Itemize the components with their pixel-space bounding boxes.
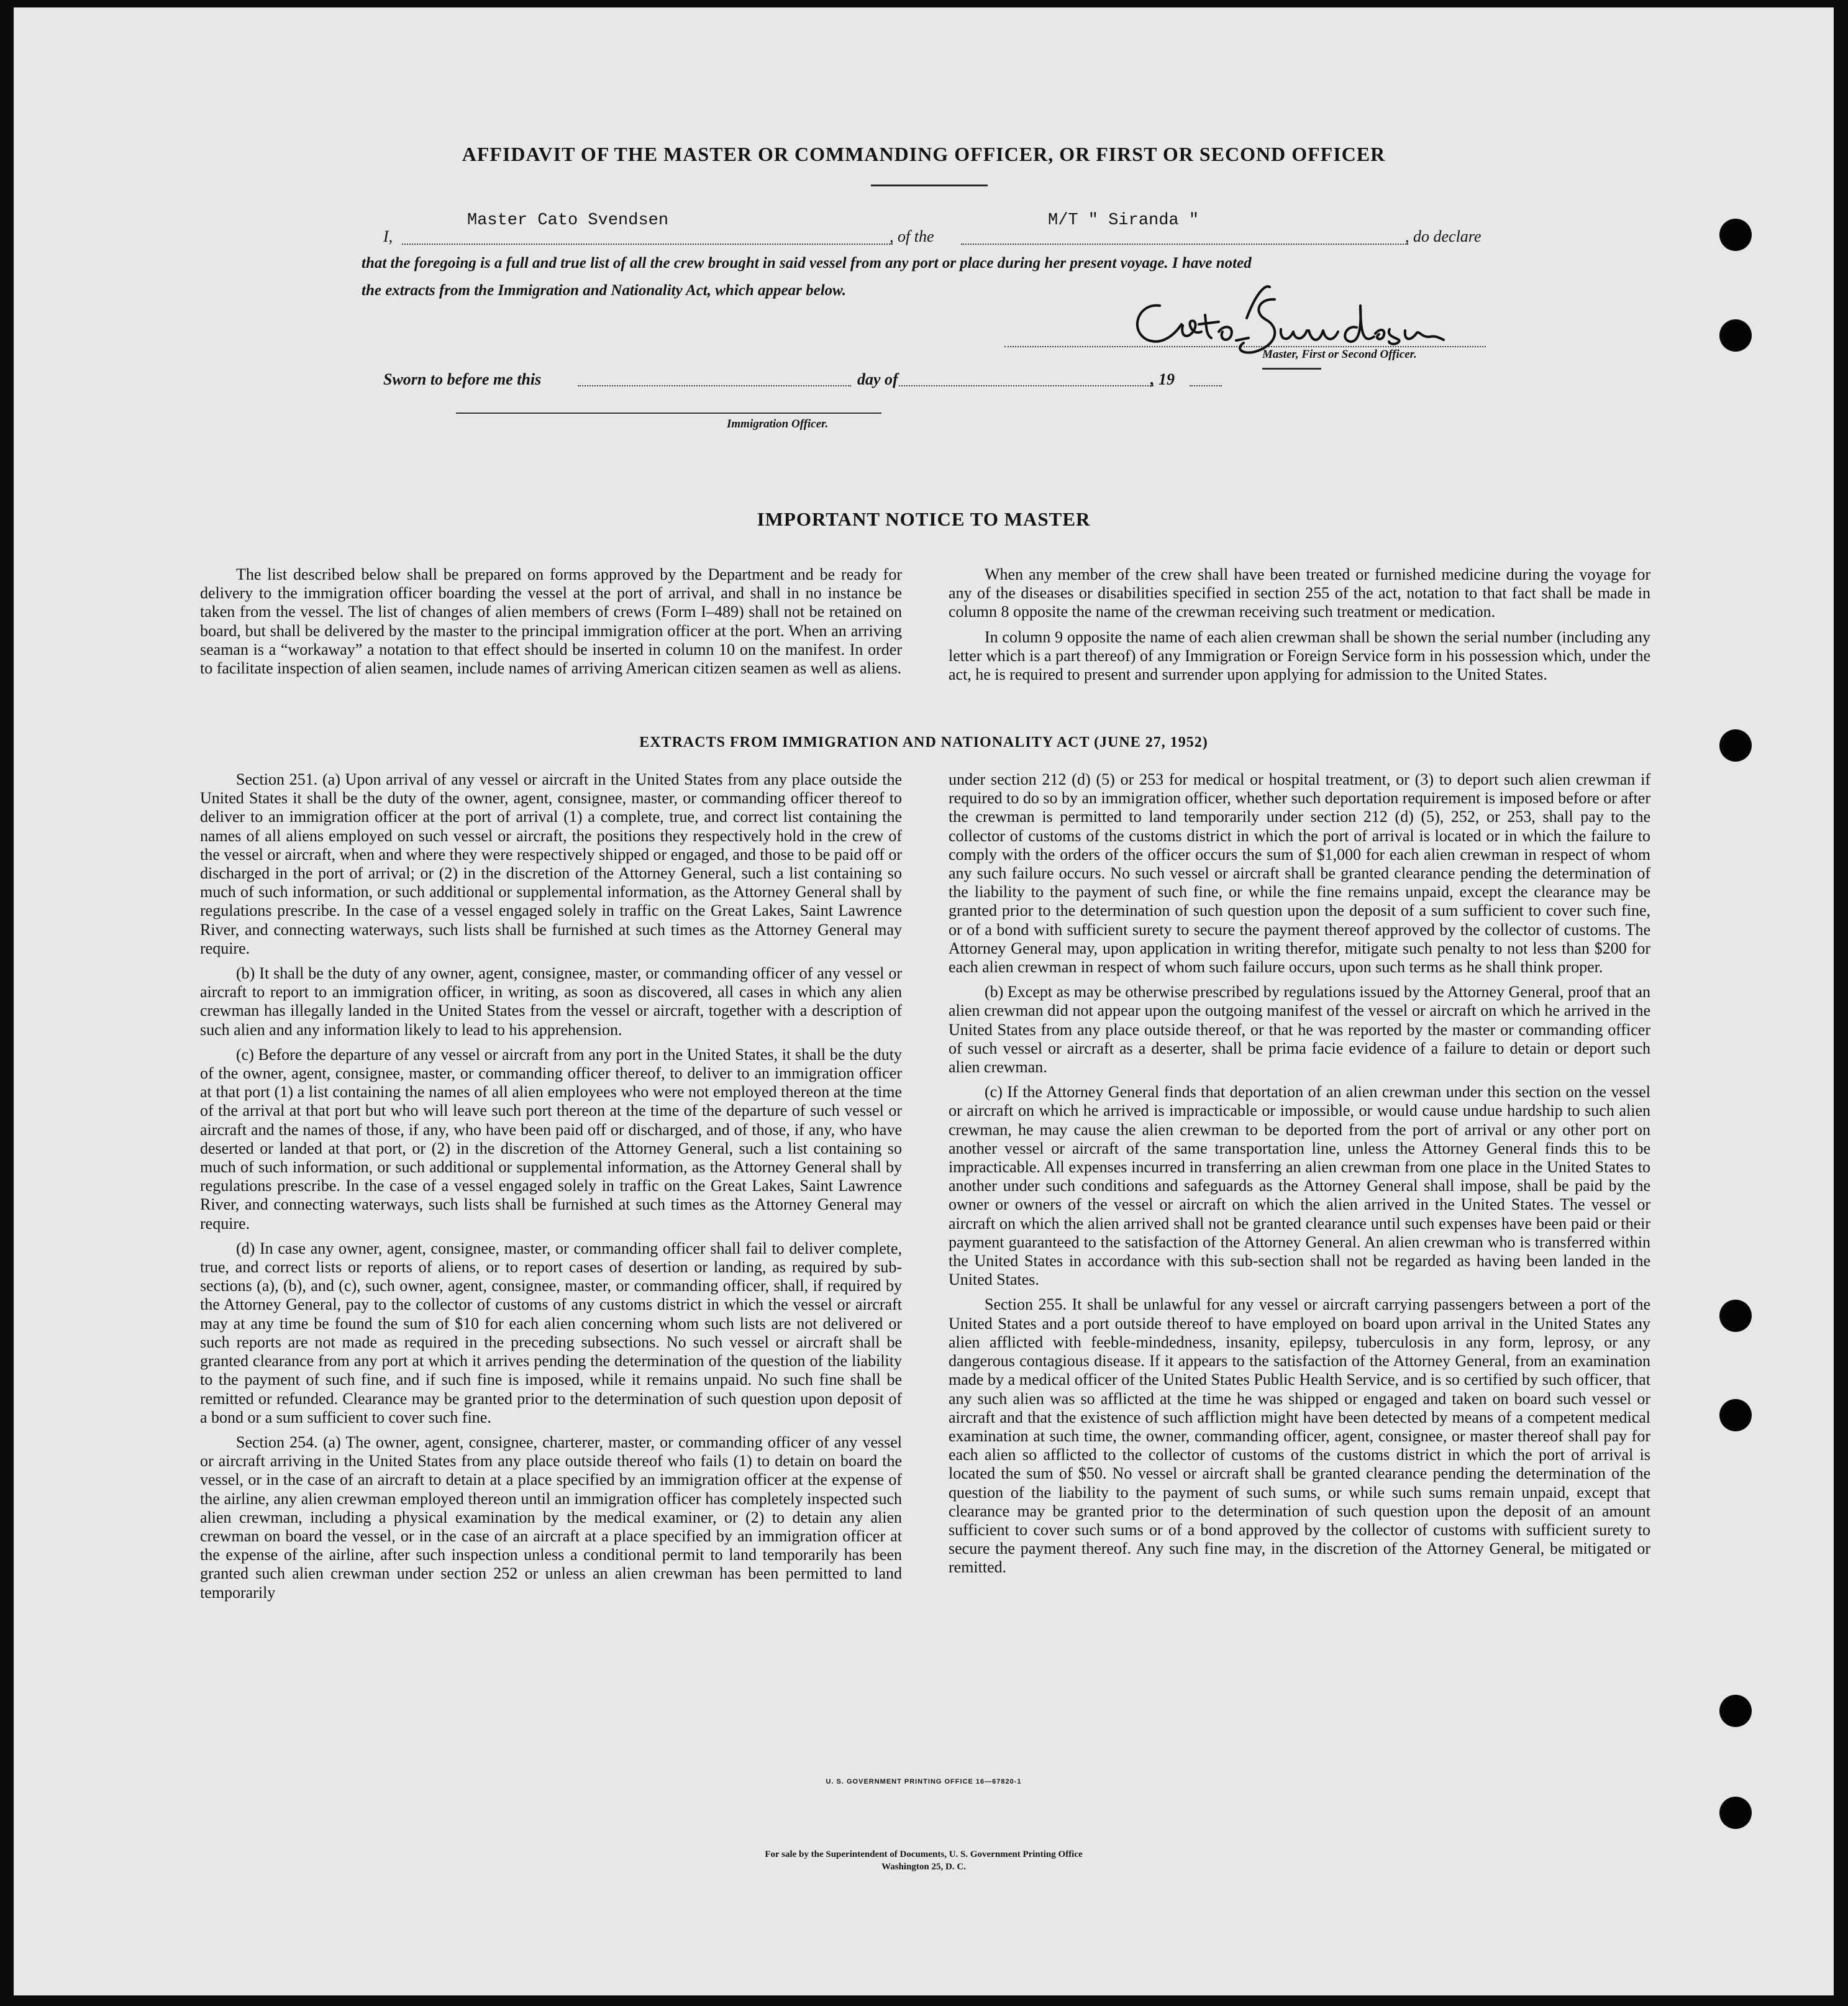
section-255: Section 255. It shall be unlawful for any vessel or aircraft carrying passengers between a port of the United States and a port outside thereof to have employed on board upon arrival in the United States any alien afflicted with feeble-mindedness, insanity, epilepsy, tuberculosis in any form, leprosy, or any dangerous contagious disease. If it appears to the satisfaction of the Attorney General, from an examination made by a medical officer of the United States Public Health Service, and is so certified by such officer, that any such alien was so afflicted at the time he was shipped or engaged and taken on board such vessel or aircraft and that the existence of such affliction might have been detected by means of a competent medical examination at such time, the owner, commanding officer, agent, consignee, or master thereof shall pay for each alien so afflicted to the collector of customs of the customs district in which the port of arrival is located the sum of $50. No vessel or aircraft shall be granted clearance pending the determination of the question of the liability to the payment of such sums, or while such sums remain unpaid, except that clearance may be granted prior to the determination of such question upon the deposit of an amount sufficient to cover such sums or of a bond approved by the collector of customs with sufficient surety to secure the payment thereof. Any such fine may, in the discretion of the Attorney General, be mitigated or remitted. bbox=[949, 1295, 1650, 1577]
section-254-b: (b) Except as may be otherwise prescribed by regulations issued by the Attorney General, proof that an alien crewman did not appear upon the outgoing manifest of the vessel or aircraft on which he arrived in the United States from any place outside thereof, or that he was reported by the master or commanding officer of such vessel or aircraft as a deserter, shall be prima facie evidence of a failure to detain or deport such alien crewman. bbox=[949, 983, 1650, 1077]
punch-hole bbox=[1719, 219, 1752, 251]
notice-title: IMPORTANT NOTICE TO MASTER bbox=[757, 508, 1091, 530]
sworn-year-line bbox=[1190, 385, 1222, 386]
section-251-d: (d) In case any owner, agent, consignee, master, or commanding officer shall fail to deliver complete, true, and correct lists or reports of aliens, or to report cases of desertion or landing, as required by sub-sections (a), (b), and (c), such owner, agent, consignee, master, or commanding officer, shall, if required by the Attorney General, pay to the collector of customs of any customs district in which the vessel or aircraft may at any time be found the sum of $10 for each alien concerning whom such lists are not delivered or such reports are not made as required in the preceding subsections. No such vessel or aircraft shall be granted clearance from any port at which it arrives pending the determination of the question of the liability to the payment of such fine, and if such fine is imposed, while it remains unpaid. No such fine shall be remitted or refunded. Clearance may be granted prior to the determination of such question upon deposit of a bond or a sum sufficient to cover such fine. bbox=[200, 1239, 902, 1426]
affidavit-i-label: I, bbox=[383, 227, 393, 245]
section-251-a: Section 251. (a) Upon arrival of any vessel or aircraft in the United States from any place outside the United States it shall be the duty of the owner, agent, consignee, master, or commanding officer thereof to deliver to an immigration officer at the port of arrival (1) a complete, true, and correct list containing the names of all aliens employed on such vessel or aircraft, the positions they respectively hold in the crew of the vessel or aircraft, when and where they were respectively shipped or engaged, and those to be paid off or discharged in the port of arrival; or (2) in the discretion of the Attorney General, such a list containing so much of such information, or such additional or supplemental information, as the Attorney General shall by regulations prescribe. In the case of a vessel engaged solely in traffic on the Great Lakes, Saint Lawrence River, and connecting waterways, such lists shall be furnished at such times as the Attorney General may require. bbox=[200, 770, 902, 957]
punch-hole bbox=[1719, 1399, 1752, 1431]
signature-caption: Master, First or Second Officer. bbox=[1262, 348, 1417, 361]
master-name-line bbox=[402, 244, 893, 245]
notice-left-column bbox=[200, 565, 902, 684]
affidavit-title: AFFIDAVIT OF THE MASTER OR COMMANDING OFFICER, OR FIRST OR SECOND OFFICER bbox=[462, 143, 1386, 165]
section-254-a: Section 254. (a) The owner, agent, consignee, charterer, master, or commanding officer of any vessel or aircraft arriving in the United States from any place outside thereof who fails (1) to detain on board the vessel, or in the case of an aircraft to detain at a place specified by an immigration officer at the expense of the airline, any alien crewman employed thereon until an immigration officer has completely inspected such alien crewman, including a physical examination by the medical examiner, or (2) to detain any alien crewman on board the vessel, or in the case of an aircraft at a place specified by an immigration officer at the expense of the airline, after such inspection unless a conditional permit to land temporarily has been granted such alien crewman under section 252 or unless an alien crewman has been permitted to land temporarily bbox=[200, 1433, 902, 1602]
punch-hole bbox=[1719, 1797, 1752, 1829]
sale-notice bbox=[14, 1848, 1834, 1873]
extracts-left-column bbox=[200, 770, 902, 1608]
document-page bbox=[14, 7, 1834, 1995]
of-the-label: , of the bbox=[890, 227, 934, 245]
sworn-day-line bbox=[578, 385, 851, 386]
gpo-print-line: U. S. GOVERNMENT PRINTING OFFICE 16—67820-1 bbox=[826, 1778, 1022, 1785]
notice-right-paragraph-1: When any member of the crew shall have been treated or furnished medicine during the voyage for any of the diseases or disabilities specified in section 255 of the act, notation to that fact shall be made in column 8 opposite the name of the crewman receiving such treatment or medication. bbox=[949, 565, 1650, 621]
punch-hole bbox=[1719, 1300, 1752, 1332]
day-of-label: day of bbox=[857, 370, 898, 388]
vessel-name-field: M/T " Siranda " bbox=[1048, 211, 1199, 230]
sale-notice-line1: For sale by the Superintendent of Documents, U. S. Government Printing Office bbox=[765, 1849, 1083, 1859]
affidavit-statement-line2: that the foregoing is a full and true list of all the crew brought in said vessel from any port or place during her present voyage. I have noted bbox=[362, 255, 1252, 271]
section-251-b: (b) It shall be the duty of any owner, agent, consignee, master, or commanding officer of any vessel or aircraft to report to an immigration officer, in writing, as soon as discovered, all cases in which any alien crewman has illegally landed in the United States from the vessel or aircraft, together with a description of such alien and any information likely to lead to his apprehension. bbox=[200, 964, 902, 1039]
do-declare-label: , do declare bbox=[1405, 227, 1482, 245]
sworn-month-line bbox=[899, 385, 1154, 386]
punch-hole bbox=[1719, 319, 1752, 352]
section-254-a-continued: under section 212 (d) (5) or 253 for medical or hospital treatment, or (3) to deport such alien crewman if required to do so by an immigration officer, whether such deportation requirement is imposed before or after the crewman is permitted to land temporarily under section 212 (d) (5), 252, or 253, shall pay to the collector of customs of the customs district in which the port of arrival is located or in which the failure to comply with the orders of the officer occurs the sum of $1,000 for each alien crewman in respect of whom any such failure occurs. No such vessel or aircraft shall be granted clearance pending the determination of the liability to the payment of such fine, or while the fine remains unpaid, except the clearance may be granted prior to the determination of such question upon the deposit of a sum sufficient to cover such fine, or of a bond with sufficient surety to secure the payment thereof approved by the collector of customs. The Attorney General may, upon application in writing therefor, mitigate such penalty to not less than $200 for each alien crewman in respect of whom such failure occurs, upon such terms as he shall think proper. bbox=[949, 770, 1650, 977]
vessel-line bbox=[961, 244, 1408, 245]
extracts-right-column bbox=[949, 770, 1650, 1584]
signature-underline bbox=[1262, 368, 1321, 370]
year-label: , 19 bbox=[1150, 370, 1175, 388]
punch-hole bbox=[1719, 1695, 1752, 1727]
notice-left-paragraph: The list described below shall be prepared on forms approved by the Department and be ready for delivery to the immigration officer boarding the vessel at the port of arrival, and shall in no instance be taken from the vessel. The list of changes of alien members of crews (Form I–489) shall not be retained on board, but shall be delivered by the master to the principal immigration officer at the port. When an arriving seaman is a “workaway” a notation to that effect should be inserted in column 10 on the manifest. In order to facilitate inspection of alien seamen, include names of arriving American citizen seamen as well as aliens. bbox=[200, 565, 902, 678]
master-name-field: Master Cato Svendsen bbox=[467, 211, 669, 230]
punch-hole bbox=[1719, 729, 1752, 762]
notice-right-column bbox=[949, 565, 1650, 690]
notice-right-paragraph-2: In column 9 opposite the name of each alien crewman shall be shown the serial number (including any letter which is a part thereof) of any Immigration or Foreign Service form in his possession which, under the act, he is required to present and surrender upon applying for admission to the United States. bbox=[949, 627, 1650, 684]
sale-notice-line2: Washington 25, D. C. bbox=[881, 1862, 966, 1872]
immigration-officer-line bbox=[456, 413, 881, 414]
affidavit-statement-line3: the extracts from the Immigration and Nationality Act, which appear below. bbox=[362, 282, 847, 299]
section-254-c: (c) If the Attorney General finds that deportation of an alien crewman under this section on the vessel or aircraft on which he arrived is impracticable or impossible, or would cause undue hardship to such alien crewman, he may cause the alien crewman to be deported from the port of arrival or any other port on another vessel or aircraft of the same transportation line, unless the Attorney General finds this to be impracticable. All expenses incurred in transferring an alien crewman from one place in the United States to another under such conditions and safeguards as the Attorney General shall impose, shall be paid by the owner or owners of the vessel or aircraft on which the alien arrived in the United States. The vessel or aircraft on which the alien arrived shall not be granted clearance until such expenses have been paid or their payment guaranteed to the satisfaction of the Attorney General. An alien crewman who is transferred within the United States in accordance with this sub-section shall not be regarded as having been landed in the United States. bbox=[949, 1083, 1650, 1289]
immigration-officer-caption: Immigration Officer. bbox=[727, 417, 829, 431]
section-251-c: (c) Before the departure of any vessel or aircraft from any port in the United States, it shall be the duty of the owner, agent, consignee, master, or commanding officer thereof, to deliver to an immigration officer at that port (1) a list containing the names of all alien employees who were not employed thereon at the time of the arrival at that port but who will leave such port thereon at the time of the departure of such vessel or aircraft and the names of those, if any, who have been paid off or discharged, and of those, if any, who have deserted or landed at that port, or (2) in the discretion of the Attorney General, such a list containing so much of such information, or such additional or supplemental information, as the Attorney General shall by regulations prescribe. In the case of a vessel engaged solely in traffic on the Great Lakes, Saint Lawrence River, and connecting waterways, such lists shall be furnished at such times as the Attorney General may require. bbox=[200, 1045, 902, 1233]
title-divider bbox=[871, 185, 988, 186]
sworn-label: Sworn to before me this bbox=[383, 370, 542, 388]
extracts-title: EXTRACTS FROM IMMIGRATION AND NATIONALITY ACT (JUNE 27, 1952) bbox=[639, 734, 1208, 750]
